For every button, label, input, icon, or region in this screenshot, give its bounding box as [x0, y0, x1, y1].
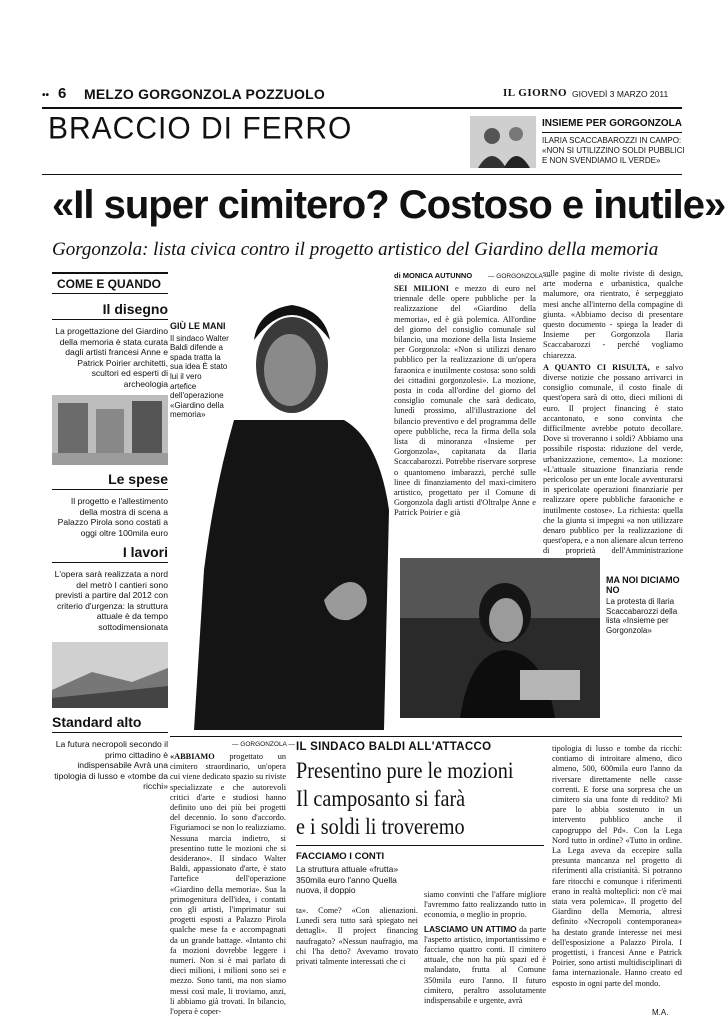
banner-aside-text	[542, 136, 685, 166]
sidebar-text-disegno: La progettazione del Giardino della memoria è stata curata dagli artisti francesi Anne e Patrick Poirier architetti, scultori ed esperti di archeologia	[55, 326, 168, 389]
headline: «Il super cimitero? Costoso e inutile»	[52, 183, 725, 227]
article2-col2: ta». Come? «Con alienazioni. Lunedì sera tutto sarà spiegato nei dettagli». Il project financing naufragato? «Nessun naufragio, ma chi l'ha detto? Avevamo trovato privati talmente interessati che ci	[296, 906, 418, 967]
sidebar-title-standard: Standard alto	[52, 714, 168, 733]
sidebar-photo-exhibit	[52, 395, 168, 465]
sidebar-photo-model	[52, 642, 168, 708]
banner-photo	[470, 116, 536, 168]
article2-col3-text: siamo convinti che l'affare migliore l'avremmo fatto realizzando tutto in economia, o meglio in proprio.	[424, 890, 546, 920]
article2-rule	[170, 736, 682, 737]
caption-title-mayor: GIÙ LE MANI	[170, 321, 226, 331]
header-bullets: ••	[42, 90, 50, 101]
article2-col3b-text: da parte l'aspetto artistico, importantissimo e facciamo quattro conti. Il cimitero attuale, che non ha più spazi ed è malandato, frutta al Comune 350mila euro l'anno. Il futuro cimitero, peraltro assolutamente indispensabile e urgente, avrà	[424, 924, 546, 1006]
article1-col2-lead: A QUANTO CI RISULTA,	[543, 362, 650, 372]
article1-col2-text: sulle pagine di molte riviste di design, arte moderna e urbanistica, qualche malumore, ora rientrato, è serpeggiato mesi anche all'interno della compagine di giunta. «Abbiamo deciso di presentare questo documento - spiega la leader di Insieme per Gorgonzola Ilaria Scaccabarozzi - perché vogliamo chiarezza.	[543, 269, 683, 360]
banner-aside-line: «NON SI UTILIZZINO SOLDI PUBBLICI	[542, 146, 685, 155]
article1-byline: di MONICA AUTUNNO	[394, 271, 473, 280]
article2-headline-line: Presentino pure le mozioni	[296, 758, 514, 783]
sidebar-text-standard: La futura necropoli secondo il primo cittadino è indispensabile Avrà una tipologia di lusso e «tombe da ricchi»	[54, 739, 168, 791]
facts-box-rule	[296, 845, 544, 846]
banner-aside-line: E NON SVENDIAMO IL VERDE»	[542, 156, 661, 165]
sidebar-title-disegno: Il disegno	[52, 301, 168, 320]
article1-col2	[543, 269, 683, 554]
article2-headline-line: Il camposanto si farà	[296, 786, 466, 811]
article1-col1-lead: SEI MILIONI	[394, 284, 449, 293]
article2-col1	[170, 752, 286, 1020]
article2-col3	[424, 890, 546, 1018]
sidebar-title-spese: Le spese	[52, 471, 168, 490]
header-rule	[42, 107, 682, 109]
section-title: MELZO GORGONZOLA POZZUOLO	[84, 86, 325, 102]
article2-headline	[296, 757, 514, 841]
article2-col1-lead: «ABBIAMO	[170, 752, 215, 761]
sidebar-box-title: COME E QUANDO	[52, 272, 168, 294]
article2-signature: M.A.	[652, 1008, 669, 1017]
article2-kicker: IL SINDACO BALDI ALL'ATTACCO	[296, 741, 492, 753]
sidebar	[52, 272, 168, 791]
newspaper-name: IL GIORNO	[503, 87, 568, 99]
article2-headline-line: e i soldi li troveremo	[296, 814, 465, 839]
banner-aside-line: ILARIA SCACCABAROZZI IN CAMPO:	[542, 136, 682, 145]
sidebar-text-spese: Il progetto e l'allestimento della mostra di scena a Palazzo Pirola sono costati a oggi oltre 100mila euro	[57, 496, 168, 538]
page-header	[42, 86, 682, 106]
article2-location: — GORGONZOLA —	[232, 741, 295, 748]
caption-title-woman: MA NOI DICIAMO NO	[606, 575, 680, 595]
caption-text-woman: La protesta di Ilaria Scaccabarozzi della lista «Insieme per Gorgonzola»	[606, 597, 678, 635]
subheadline: Gorgonzola: lista civica contro il progetto artistico del Giardino della memoria	[52, 239, 659, 260]
banner-aside-title: INSIEME PER GORGONZOLA	[542, 118, 683, 129]
banner-title: BRACCIO DI FERRO	[48, 111, 353, 146]
photo-woman-caption	[606, 576, 682, 636]
sidebar-text-lavori: L'opera sarà realizzata a nord del metrò I cantieri sono previsti a partire dal 2012 con criterio d'urgenza: la struttura attuale è da tempo sottodimensionata	[54, 569, 168, 632]
article2-col3-lead: LASCIAMO UN ATTIMO	[424, 923, 517, 934]
banner-rule	[42, 174, 682, 175]
facts-box-title: FACCIAMO I CONTI	[296, 851, 385, 862]
sidebar-title-lavori: I lavori	[52, 544, 168, 563]
article1-col2b-text: e salvo diverse notizie che possano arrivarci in consiglio comunale, il costo finale di quest'opera sarà di otto, dieci milioni di euro. Il project financing è stato accantonato, e sono convinta che difficilmente avrebbe potuto decollare. Dove si troveranno i soldi? Abbiamo una possibile risposta: riduzione del verde, urbanizzazione, cemento». La mozione: «L'attuale situazione finanziaria rende pericoloso per un ente locale avventurarsi in spericolate operazioni finanziarie per realizzare opere pubbliche faraoniche e inutilmente costose». La richiesta: quella che la giunta si impegni «a non utilizzare denaro pubblico per la realizzazione di quest'opera, e a non alienare alcun terreno di proprietà dell'Amministrazione	[543, 362, 683, 556]
caption-text-mayor: Il sindaco Walter Baldi difende a spada tratta la sua idea È stato lui il vero artefice dell'operazione «Giardino della memoria»	[170, 333, 229, 420]
article2-col1-text: progettato un cimitero straordinario, un'opera cui viene dedicato spazio su riviste specializzate e che autorevoli critici d'arte e studiosi hanno definito uno dei più bei progetti del decennio. Io sono d'accordo. Figuriamoci se non lo realizziamo. Nessuna marcia indietro, si presentino tutte le mozioni che si desiderano». Il sindaco Walter Baldi, appassionato d'arte, è stato l'artefice dell'operazione «Giardino della memoria». Sua la primogenitura dell'idea, i contatti con gli artisti, l'imprimatur sui progetti esposti a Palazzo Pirola qualche mese fa e accompagnati da un grande battage. «Intanto chi fa mozioni dovrebbe leggere i numeri. Non si è mai parlato di dieci milioni, i milioni sono sei e mezzo. Sono tanti, ma non siamo messi così male, li troviamo, anzi, li abbiamo già trovati. In bilancio, l'opera è coper-	[170, 752, 286, 1017]
issue-date: GIOVEDÌ 3 MARZO 2011	[572, 89, 669, 99]
article1-col1-text: e mezzo di euro nel triennale delle opere pubbliche per la realizzazione del «Giardino della memoria», ed è già polemica. All'ordine del giorno del consiglio comunale sul bilancio, una mozione della lista Insieme per Gorgonzola: «Non si utilizzi denaro pubblico per la realizzazione di un'opera faraonica e inutilmente costosa: sono soldi dei cittadini gorgonzolesi». La mozione, posta in coda all'ordine del giorno del consiglio comunale che sarà dedicato, lunedì prossimo, all'illustrazione del bilancio preventivo e del programma delle opere pubbliche, reca la firma della sola lista di minoranza «Insieme per Gorgonzola», capitanata da Ilaria Scaccabarozzi. Potrebbe riservare sorprese o quantomeno imbarazzi, perché sulle linee di finanziamento del maxi-cimitero artistico, progettato per il Comune di Gorgonzola dagli artisti d'Oltralpe Anne e Patrick Poirier e già	[394, 284, 536, 518]
article1-location: — GORGONZOLA —	[488, 273, 551, 280]
photo-mayor-caption	[170, 322, 230, 420]
article2-col4: tipologia di lusso e tombe da ricchi: contiamo di introitare almeno, dico almeno, 500, 600mila euro l'anno da riversare direttamente nelle casse correnti. E forse una sorpresa che un cimitero sia una fonte di reddito? Mi pare lo abbia sostenuto in un intervento pubblico anche il capogruppo del Pd». Con la Lega Nord tutto in ordine? «Tutto in ordine. La Lega aveva da eccepire sulla presunta mancanza nel progetto di riferimenti alla cristianità. Si potranno fare ritocchi e comunque i riferimenti erano in realtà molteplici: non c'è mai stata vera polemica». Il progetto del Giardino della Memoria, altresì definito «Necropoli contemporanea» ha destato grande interesse nei mesi dell'esposizione a Palazzo Pirola. I progettisti, i francesi Anne e Patrick Poirier, sono artisti multidisciplinari di fama internazionale. Hanno creato ed esposto in ogni parte del mondo.	[552, 744, 682, 988]
article1-col1	[394, 284, 536, 554]
facts-box-text: La struttura attuale «frutta» 350mila euro l'anno Quella nuova, il doppio	[296, 864, 399, 895]
photo-woman	[400, 558, 600, 718]
banner-aside-rule	[542, 132, 682, 133]
page-number: 6	[58, 85, 67, 102]
